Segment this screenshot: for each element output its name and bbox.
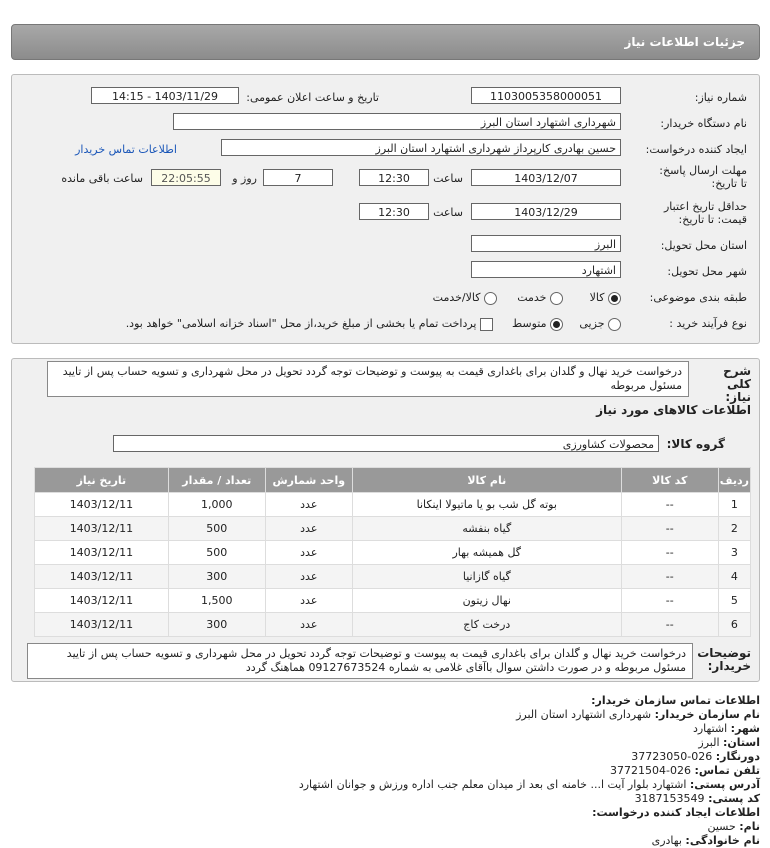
creator-info-title: اطلاعات ایجاد کننده درخواست:	[592, 806, 760, 819]
category-label: طبقه بندی موضوعی:	[649, 291, 747, 304]
cell-qty: 500	[168, 541, 265, 565]
creator-family-value: بهادری	[651, 834, 682, 847]
process-medium[interactable]	[512, 317, 563, 331]
creator-name-key: نام:	[739, 820, 760, 833]
validity-label: حداقل تاریخ اعتبار قیمت: تا تاریخ:	[663, 200, 747, 226]
cell-name: درخت کاج	[352, 613, 621, 637]
cell-row: 6	[718, 613, 750, 637]
cell-unit: عدد	[265, 565, 352, 589]
cell-name: گیاه گازانیا	[352, 565, 621, 589]
cell-code: --	[621, 541, 718, 565]
summary-label: شرح کلی نیاز:	[723, 364, 751, 404]
cell-unit: عدد	[265, 541, 352, 565]
contact-city-key: شهر:	[730, 722, 760, 735]
remaining-time-field: 22:05:55	[151, 169, 221, 186]
cell-date: 1403/12/11	[35, 565, 169, 589]
cell-name: نهال زیتون	[352, 589, 621, 613]
creator-name-line	[11, 820, 760, 834]
goods-table-wrapper	[34, 467, 751, 637]
contact-zip-value: 3187153549	[634, 792, 705, 805]
cell-unit: عدد	[265, 517, 352, 541]
cell-unit: عدد	[265, 493, 352, 517]
payment-note[interactable]	[126, 317, 493, 331]
contact-province-line	[11, 736, 760, 750]
deadline-time-label: ساعت	[433, 172, 463, 185]
contact-address-key: آدرس پستی:	[689, 778, 760, 791]
cell-row: 2	[718, 517, 750, 541]
process-medium-label: متوسط	[511, 317, 547, 330]
table-row[interactable]	[35, 565, 751, 589]
buyer-notes-text: درخواست خرید نهال و گلدان برای باغداری قیمت به پیوست و توضیحات توجه گردد تحویل در محل شهرداری و تسویه حساب پس از تایید مسئول مربوطه و در صورت داشتن سوال باآقای غلامی به شماره 09127673524 هماهنگ گردد	[27, 643, 693, 679]
buyer-notes-label: توضیحات خریدار:	[697, 646, 751, 673]
contact-zip-key: کد پستی:	[708, 792, 760, 805]
announce-field: 1403/11/29 - 14:15	[91, 87, 239, 104]
contact-tel-value: 026-37721504	[610, 764, 692, 777]
cell-code: --	[621, 565, 718, 589]
category-goods[interactable]	[590, 291, 621, 305]
contact-fax-value: 026-37723050	[631, 750, 713, 763]
cell-name: گل همیشه بهار	[352, 541, 621, 565]
cell-qty: 1,000	[168, 493, 265, 517]
table-row[interactable]	[35, 517, 751, 541]
contact-address-value: اشتهارد بلوار آیت ا... خامنه ای بعد از میدان معلم جنب اداره ورزش و جوانان اشتهارد	[298, 778, 687, 791]
validity-date-field: 1403/12/29	[471, 203, 621, 220]
process-partial-label: جزیی	[579, 317, 605, 330]
validity-time-label: ساعت	[433, 206, 463, 219]
contact-org-value: شهرداری اشتهارد استان البرز	[516, 708, 652, 721]
contact-tel-key: تلفن تماس:	[694, 764, 760, 777]
window-title: جزئیات اطلاعات نیاز	[11, 24, 760, 60]
cell-date: 1403/12/11	[35, 541, 169, 565]
creator-family-key: نام خانوادگی:	[685, 834, 760, 847]
deadline-time-field: 12:30	[359, 169, 429, 186]
city-label: شهر محل تحویل:	[667, 265, 747, 278]
goods-group-field: محصولات کشاورزی	[113, 435, 659, 452]
radio-both-icon[interactable]	[484, 292, 497, 305]
treasury-checkbox[interactable]	[480, 318, 493, 331]
col-unit: واحد شمارش	[265, 468, 352, 493]
contact-fax-key: دورنگار:	[715, 750, 760, 763]
cell-date: 1403/12/11	[35, 613, 169, 637]
contact-tel-line	[11, 764, 760, 778]
buyer-contact-info	[11, 694, 760, 848]
cell-row: 3	[718, 541, 750, 565]
days-field: 7	[263, 169, 333, 186]
cell-date: 1403/12/11	[35, 517, 169, 541]
buyer-org-label: نام دستگاه خریدار:	[660, 117, 747, 130]
cell-name: گیاه بنفشه	[352, 517, 621, 541]
goods-table	[34, 467, 751, 637]
category-service-label: خدمت	[517, 291, 547, 304]
province-label: استان محل تحویل:	[660, 239, 747, 252]
process-label: نوع فرآیند خرید :	[669, 317, 747, 330]
radio-service-icon[interactable]	[550, 292, 563, 305]
contact-province-value: البرز	[698, 736, 720, 749]
remaining-label: ساعت باقی مانده	[61, 172, 143, 185]
cell-qty: 500	[168, 517, 265, 541]
col-qty: تعداد / مقدار	[168, 468, 265, 493]
contact-title: اطلاعات تماس سازمان خریدار:	[591, 694, 760, 707]
creator-family-line	[11, 834, 760, 848]
cell-qty: 1,500	[168, 589, 265, 613]
need-details-panel	[11, 74, 760, 344]
table-row[interactable]	[35, 589, 751, 613]
deadline-label: مهلت ارسال پاسخ: تا تاریخ:	[659, 164, 747, 190]
contact-address-line	[11, 778, 760, 792]
process-partial[interactable]	[579, 317, 621, 331]
goods-section	[11, 358, 760, 682]
cell-name: بوته گل شب بو یا ماتیولا اینکانا	[352, 493, 621, 517]
cell-code: --	[621, 613, 718, 637]
category-both-label: کالا/خدمت	[432, 291, 481, 304]
col-name: نام کالا	[352, 468, 621, 493]
need-number-label: شماره نیاز:	[694, 91, 747, 104]
goods-table-header	[35, 468, 751, 493]
cell-qty: 300	[168, 565, 265, 589]
category-service[interactable]	[517, 291, 563, 305]
validity-time-field: 12:30	[359, 203, 429, 220]
cell-qty: 300	[168, 613, 265, 637]
table-row[interactable]	[35, 613, 751, 637]
cell-code: --	[621, 517, 718, 541]
creator-label: ایجاد کننده درخواست:	[645, 143, 747, 156]
cell-row: 4	[718, 565, 750, 589]
buyer-contact-link[interactable]: اطلاعات تماس خریدار	[75, 143, 177, 156]
province-field: البرز	[471, 235, 621, 252]
need-number-field: 1103005358000051	[471, 87, 621, 104]
days-label: روز و	[232, 172, 257, 185]
buyer-org-field: شهرداری اشتهارد استان البرز	[173, 113, 621, 130]
payment-note-label: پرداخت تمام یا بخشی از مبلغ خرید،از محل "اسناد خزانه اسلامی" خواهد بود.	[125, 317, 477, 330]
radio-medium-icon[interactable]	[550, 318, 563, 331]
contact-city-value: اشتهارد	[692, 722, 728, 735]
col-code: کد کالا	[621, 468, 718, 493]
cell-date: 1403/12/11	[35, 589, 169, 613]
category-goods-label: کالا	[589, 291, 605, 304]
announce-label: تاریخ و ساعت اعلان عمومی:	[246, 91, 379, 104]
contact-org-key: نام سازمان خریدار:	[654, 708, 760, 721]
cell-unit: عدد	[265, 589, 352, 613]
contact-province-key: استان:	[723, 736, 760, 749]
cell-row: 5	[718, 589, 750, 613]
contact-fax-line	[11, 750, 760, 764]
summary-text: درخواست خرید نهال و گلدان برای باغداری قیمت به پیوست و توضیحات توجه گردد تحویل در محل شهرداری و تسویه حساب پس از تایید مسئول مربوطه	[47, 361, 689, 397]
contact-zip-line	[11, 792, 760, 806]
goods-section-title: اطلاعات کالاهای مورد نیاز	[596, 403, 751, 417]
cell-unit: عدد	[265, 613, 352, 637]
creator-name-value: حسین	[707, 820, 736, 833]
col-date: تاریخ نیاز	[35, 468, 169, 493]
page	[11, 0, 760, 848]
col-row: ردیف	[718, 468, 750, 493]
table-row[interactable]	[35, 541, 751, 565]
city-field: اشتهارد	[471, 261, 621, 278]
contact-org-line	[11, 708, 760, 722]
cell-row: 1	[718, 493, 750, 517]
goods-group-label: گروه کالا:	[666, 437, 725, 451]
cell-code: --	[621, 589, 718, 613]
deadline-date-field: 1403/12/07	[471, 169, 621, 186]
radio-partial-icon[interactable]	[608, 318, 621, 331]
cell-code: --	[621, 493, 718, 517]
contact-city-line	[11, 722, 760, 736]
cell-date: 1403/12/11	[35, 493, 169, 517]
category-both[interactable]	[433, 291, 497, 305]
table-row[interactable]	[35, 493, 751, 517]
radio-goods-icon[interactable]	[608, 292, 621, 305]
creator-field: حسین بهادری کارپرداز شهرداری اشتهارد استان البرز	[221, 139, 621, 156]
